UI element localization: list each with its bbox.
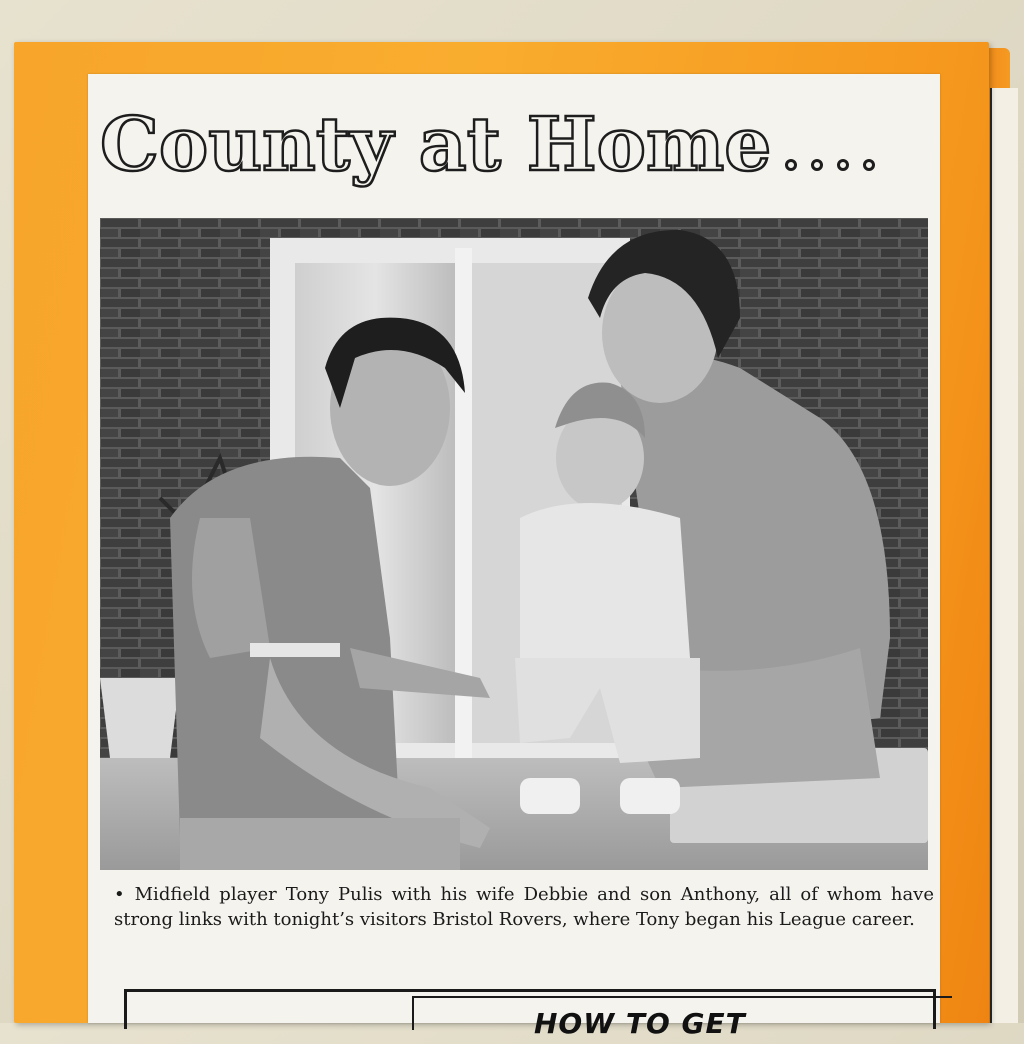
ellipsis-dot-icon — [811, 159, 823, 171]
headline-ellipsis — [785, 119, 875, 171]
headline-text: County at Home — [100, 102, 772, 188]
adjacent-page-edge — [990, 88, 1018, 1023]
plant-pot — [100, 678, 180, 758]
caption-text: Midfield player Tony Pulis with his wife Debbie and son Anthony, all of whom have strong links with tonight’s visitors Bristol Rovers, where Tony began his League career. — [114, 884, 934, 930]
ellipsis-dot-icon — [863, 159, 875, 171]
next-section-title: HOW TO GET — [534, 1007, 746, 1040]
ellipsis-dot-icon — [785, 159, 797, 171]
programme-page — [88, 74, 940, 1040]
headline — [100, 80, 940, 210]
family-photo — [100, 218, 952, 870]
photo-caption — [114, 882, 934, 932]
ellipsis-dot-icon — [837, 159, 849, 171]
caption-bullet: • — [114, 884, 125, 905]
